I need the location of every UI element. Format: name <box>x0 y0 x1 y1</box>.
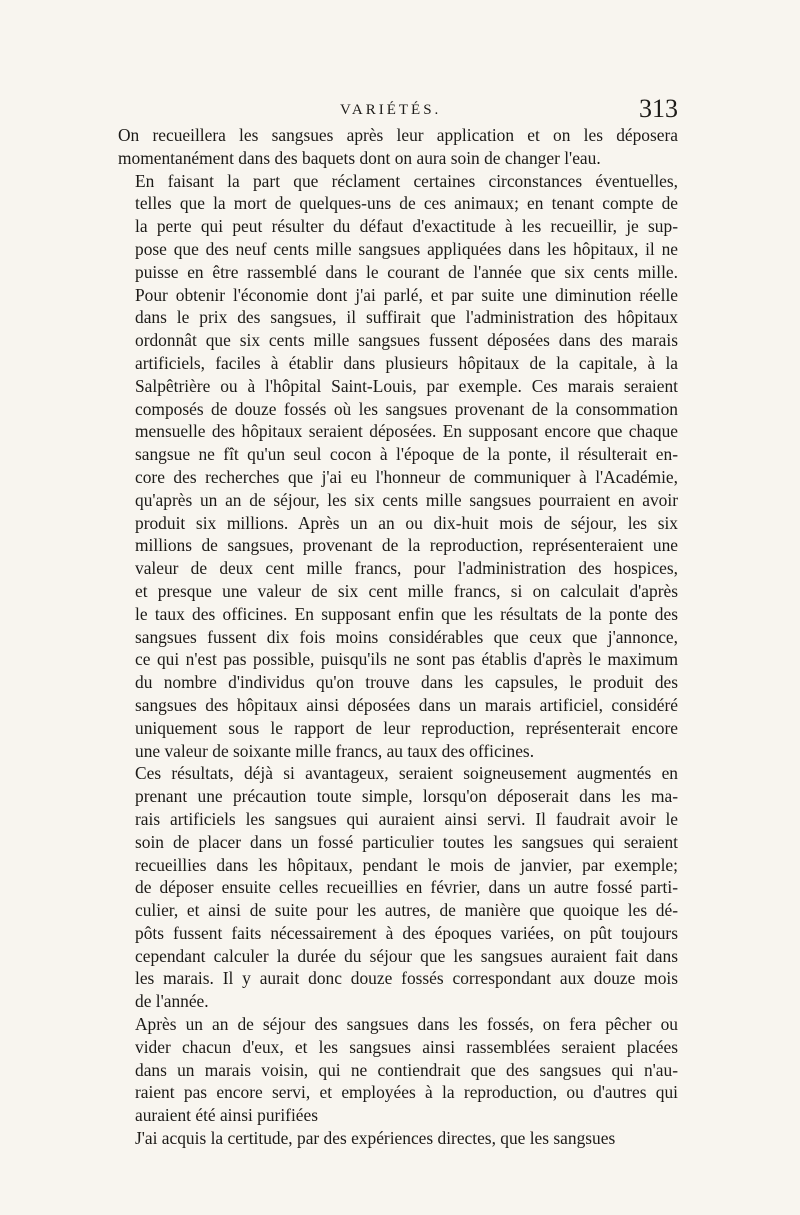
text-line: du nombre d'individus qu'on trouve dans les capsules, le produit des <box>135 672 678 693</box>
text-line: de l'année. <box>135 991 209 1012</box>
text-line: uniquement sous le rapport de leur reproduction, représenterait encore <box>135 717 678 738</box>
text-line: En faisant la part que réclament certaines circonstances éventuelles, <box>135 170 678 191</box>
text-line: mensuelle des hôpitaux seraient déposées. En supposant encore que chaque <box>135 421 678 442</box>
paragraph <box>118 762 678 1013</box>
text-line: pôts fussent faits nécessairement à des époques variées, on pût toujours <box>135 922 678 943</box>
text-line: auraient été ainsi purifiées <box>135 1105 319 1126</box>
text-line: rais artificiels les sangsues qui auraient ainsi servi. Il faudrait avoir le <box>135 808 678 829</box>
text-line: prenant une précaution toute simple, lorsqu'on déposerait dans les ma- <box>135 786 678 807</box>
text-line: la perte qui peut résulter du défaut d'exactitude à les recueillir, je sup- <box>135 216 678 237</box>
page-number: 313 <box>639 94 678 123</box>
text-line: produit six millions. Après un an ou dix-huit mois de séjour, les six <box>135 512 678 533</box>
paragraph <box>118 170 678 763</box>
text-line: et presque une valeur de six cent mille francs, si on calculait d'après <box>135 580 678 601</box>
text-line: composés de douze fossés où les sangsues provenant de la consommation <box>135 398 678 419</box>
text-line: Pour obtenir l'économie dont j'ai parlé, et par suite une diminution réelle <box>135 284 678 305</box>
text-line: sangsue ne fît qu'un seul cocon à l'époque de la ponte, il résulterait en- <box>135 444 678 465</box>
text-line: telles que la mort de quelques-uns de ces animaux; en tenant compte de <box>135 193 678 214</box>
text-line: Ces résultats, déjà si avantageux, seraient soigneusement augmentés en <box>135 763 678 784</box>
paragraph <box>118 1013 678 1127</box>
text-line: Salpêtrière ou à l'hôpital Saint-Louis, par exemple. Ces marais seraient <box>135 375 678 396</box>
text-line: soin de placer dans un fossé particulier toutes les sangsues qui seraient <box>135 831 678 852</box>
text-line: pose que des neuf cents mille sangsues appliquées dans les hôpitaux, il ne <box>135 238 678 259</box>
text-line: On recueillera les sangsues après leur application et on les déposera <box>118 125 678 145</box>
text-line: millions de sangsues, provenant de la reproduction, représenteraient une <box>135 535 678 556</box>
text-line: culier, et ainsi de suite pour les autres, de manière que quoique les dé- <box>135 900 678 921</box>
text-line: recueillies dans les hôpitaux, pendant le mois de janvier, par exemple; <box>135 854 678 875</box>
paragraph <box>118 124 678 170</box>
text-line: sangsues fussent dix fois moins considérables que ceux que j'annonce, <box>135 626 678 647</box>
text-line: valeur de deux cent mille francs, pour l'administration des hospices, <box>135 558 678 579</box>
text-line: momentanément dans des baquets dont on aura soin de changer l'eau. <box>118 147 601 168</box>
paragraph <box>118 1127 678 1150</box>
page-header <box>118 94 678 124</box>
text-line: les marais. Il y aurait donc douze fossés correspondant aux douze mois <box>135 968 678 989</box>
text-line: cependant calculer la durée du séjour que les sangsues auraient fait dans <box>135 945 678 966</box>
running-title: VARIÉTÉS. <box>340 102 442 118</box>
text-line: qu'après un an de séjour, les six cents mille sangsues pourraient en avoir <box>135 489 678 510</box>
text-line: puisse en être rassemblé dans le courant de l'année que six cents mille. <box>135 261 678 282</box>
text-line: artificiels, faciles à établir dans plusieurs hôpitaux de la capitale, à la <box>135 352 678 373</box>
text-line: core des recherches que j'ai eu l'honneur de communiquer à l'Académie, <box>135 466 678 487</box>
text-line: dans un marais voisin, qui ne contiendrait que des sangsues qui n'au- <box>135 1059 678 1080</box>
text-line: raient pas encore servi, et employées à la reproduction, ou d'autres qui <box>135 1082 678 1103</box>
text-line: ce qui n'est pas possible, puisqu'ils ne sont pas établis d'après le maximum <box>135 649 678 670</box>
text-line: vider chacun d'eux, et les sangsues ainsi rassemblées seraient placées <box>135 1036 678 1057</box>
text-line: une valeur de soixante mille francs, au taux des officines. <box>135 740 535 761</box>
text-line: ordonnât que six cents mille sangsues fussent déposées dans des marais <box>135 330 678 351</box>
text-line: de déposer ensuite celles recueillies en février, dans un autre fossé parti- <box>135 877 678 898</box>
text-line: dans le prix des sangsues, il suffirait que l'administration des hôpitaux <box>135 307 678 328</box>
text-line: J'ai acquis la certitude, par des expériences directes, que les sangsues <box>135 1128 616 1149</box>
text-line: sangsues des hôpitaux ainsi déposées dans un marais artificiel, considéré <box>135 694 678 715</box>
text-line: le taux des officines. En supposant enfin que les résultats de la ponte des <box>135 603 678 624</box>
body-text <box>118 124 678 1150</box>
text-line: Après un an de séjour des sangsues dans les fossés, on fera pêcher ou <box>135 1014 678 1035</box>
